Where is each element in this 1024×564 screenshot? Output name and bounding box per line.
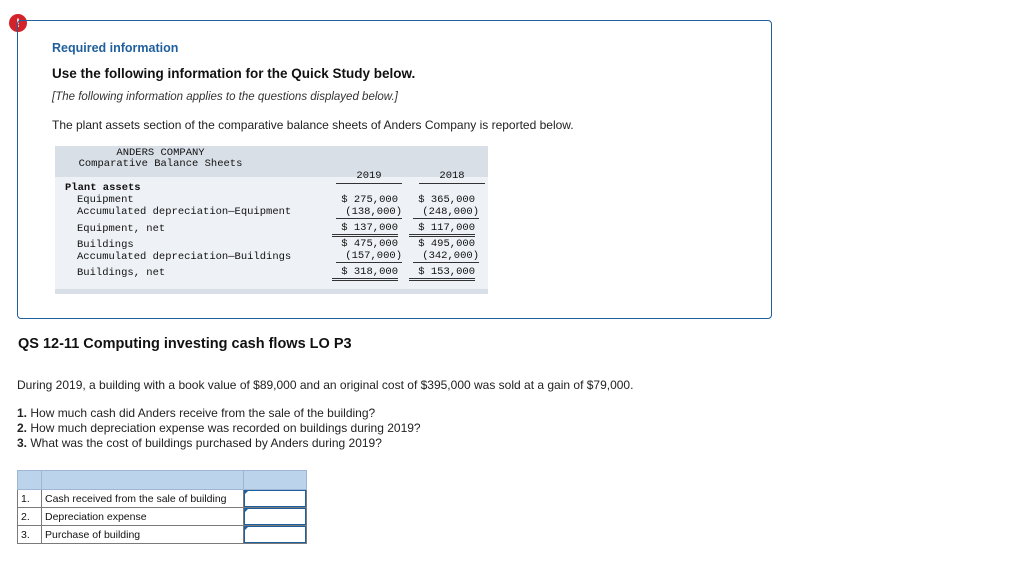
row-value-2018: $ 495,000 <box>418 238 475 250</box>
cash-received-input[interactable] <box>244 490 306 507</box>
row-label: Buildings, net <box>77 267 166 279</box>
row-value-2018: (342,000) <box>413 250 479 263</box>
row-label: Accumulated depreciation—Buildings <box>77 251 292 263</box>
required-information-panel <box>17 20 772 319</box>
instruction-heading: Use the following information for the Quick Study below. <box>52 66 416 81</box>
row-value-2019: (138,000) <box>336 206 402 219</box>
question-3: 3. What was the cost of buildings purchased by Anders during 2019? <box>17 436 382 450</box>
year-2019-header: 2019 <box>336 170 402 184</box>
answer-row <box>18 490 307 508</box>
row-value-2019: $ 475,000 <box>341 238 398 250</box>
row-number: 3. <box>18 526 42 544</box>
answer-row <box>18 508 307 526</box>
applies-note: [The following information applies to the questions displayed below.] <box>52 91 398 103</box>
row-value-2018: $ 365,000 <box>418 194 475 206</box>
answer-table-header <box>18 471 307 490</box>
row-value-2018: (248,000) <box>413 206 479 219</box>
alert-icon: ! <box>9 14 27 32</box>
year-2018-header: 2018 <box>419 170 485 184</box>
flag-icon <box>244 526 249 531</box>
row-number: 1. <box>18 490 42 508</box>
balance-sheet-table <box>55 146 488 294</box>
scenario-text: During 2019, a building with a book value of $89,000 and an original cost of $395,000 was sold at a gain of $79,000. <box>17 378 634 392</box>
row-label: Equipment, net <box>77 223 166 235</box>
row-label: Buildings <box>77 239 134 251</box>
row-value-2018: $ 117,000 <box>409 222 475 237</box>
section-label: Plant assets <box>65 182 141 194</box>
company-name: ANDERS COMPANY <box>116 147 205 159</box>
row-value-2018: $ 153,000 <box>409 266 475 281</box>
answer-table <box>17 470 307 544</box>
question-2: 2. How much depreciation expense was recorded on buildings during 2019? <box>17 421 421 435</box>
depreciation-expense-input[interactable] <box>244 508 306 525</box>
row-value-2019: $ 275,000 <box>341 194 398 206</box>
answer-row <box>18 526 307 544</box>
flag-icon <box>244 508 249 513</box>
quick-study-title: QS 12-11 Computing investing cash flows LO P3 <box>18 336 352 352</box>
statement-title: Comparative Balance Sheets <box>78 158 243 170</box>
row-label: Depreciation expense <box>42 508 244 526</box>
intro-text: The plant assets section of the comparative balance sheets of Anders Company is reported below. <box>52 118 574 132</box>
required-information-label: Required information <box>52 41 179 55</box>
row-label: Purchase of building <box>42 526 244 544</box>
row-value-2019: $ 137,000 <box>332 222 398 237</box>
row-label: Equipment <box>77 194 134 206</box>
row-label: Cash received from the sale of building <box>42 490 244 508</box>
purchase-of-building-input[interactable] <box>244 526 306 543</box>
row-label: Accumulated depreciation—Equipment <box>77 206 292 218</box>
flag-icon <box>244 490 249 495</box>
row-value-2019: $ 318,000 <box>332 266 398 281</box>
row-value-2019: (157,000) <box>336 250 402 263</box>
row-number: 2. <box>18 508 42 526</box>
question-1: 1. How much cash did Anders receive from the sale of the building? <box>17 406 376 420</box>
